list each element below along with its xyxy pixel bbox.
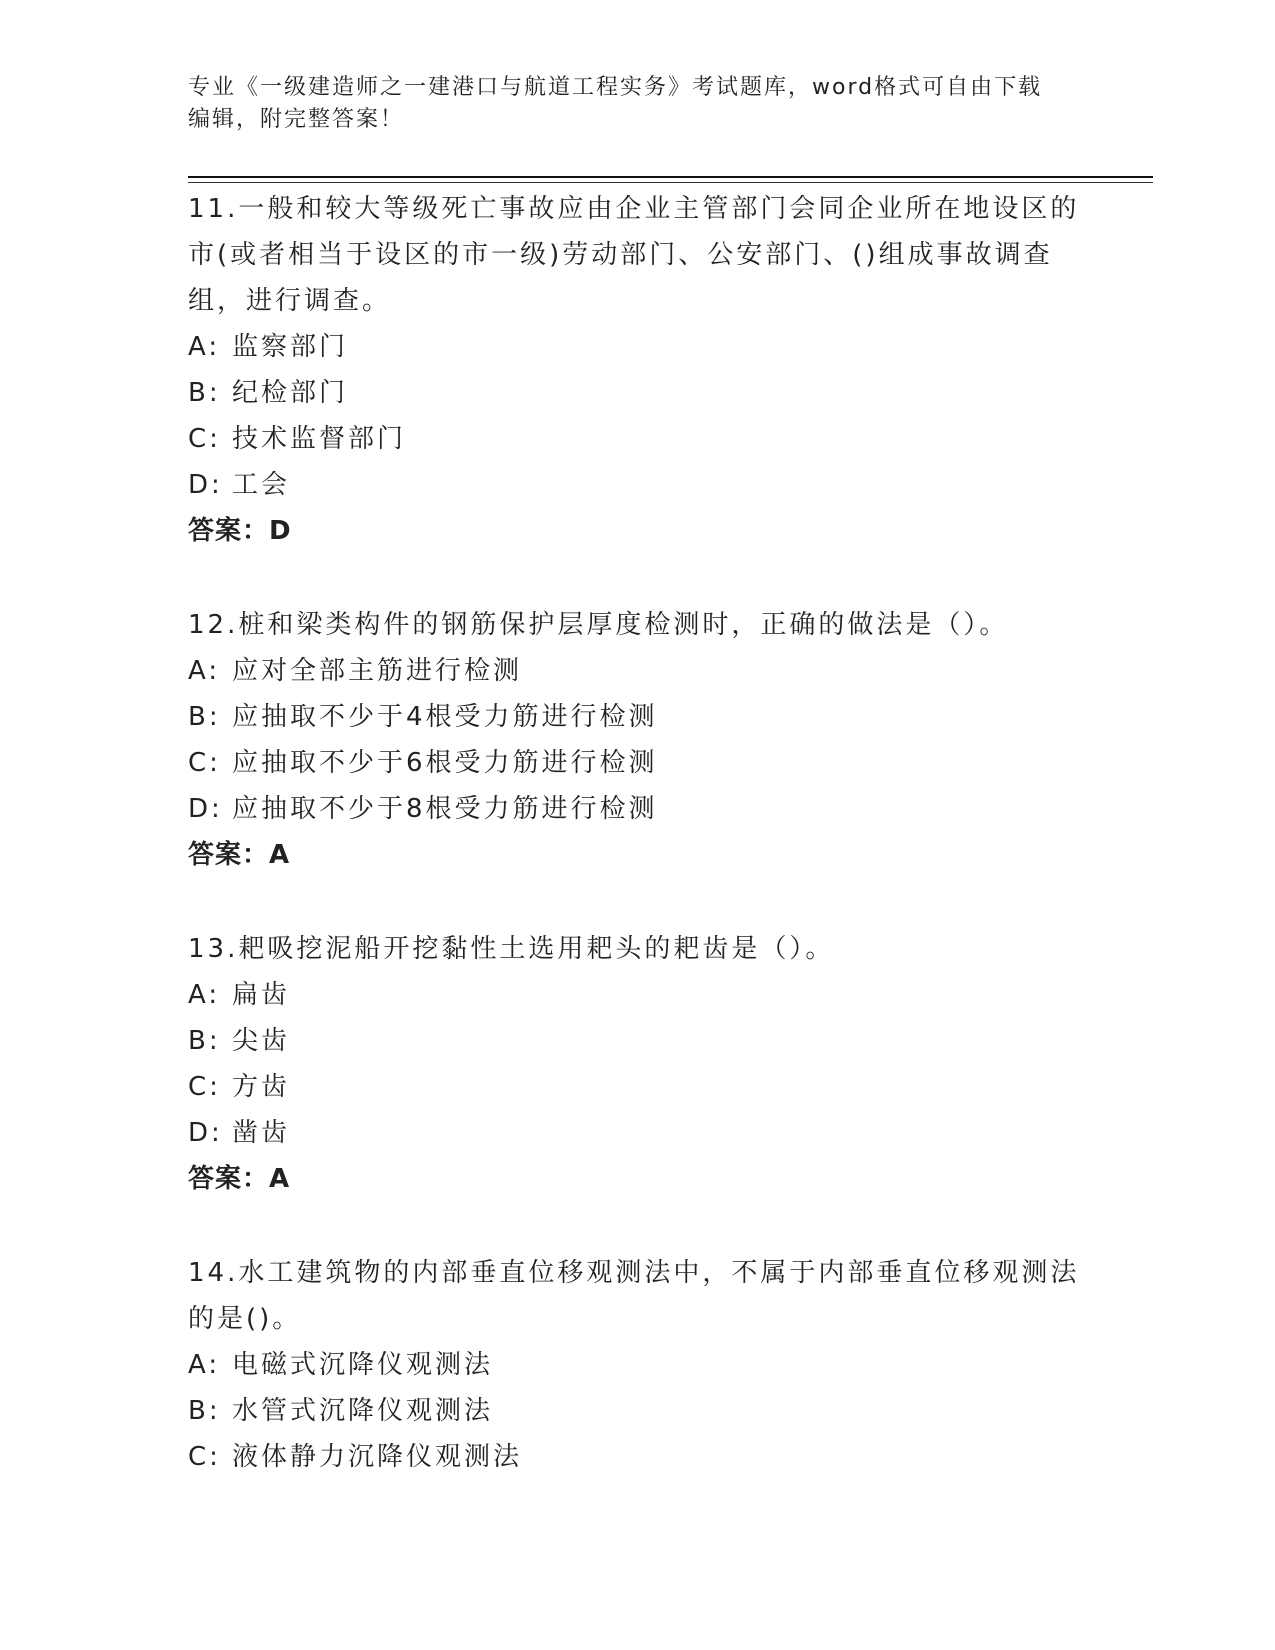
option-b xyxy=(188,1388,1088,1434)
question-stem: 的是()。 xyxy=(188,1304,302,1334)
option-key: C: xyxy=(188,748,221,778)
option-key: C: xyxy=(188,1072,221,1102)
option-a xyxy=(188,648,1088,694)
option-text: 技术监督部门 xyxy=(232,424,407,454)
option-c xyxy=(188,1064,1088,1110)
question-stem: 13.耙吸挖泥船开挖黏性土选用耙头的耙齿是（）。 xyxy=(188,934,835,964)
answer-label: 答案：A xyxy=(188,1164,291,1194)
option-text: 方齿 xyxy=(232,1072,291,1102)
option-d xyxy=(188,462,1088,508)
question-stem: 市(或者相当于设区的市一级)劳动部门、公安部门、()组成事故调查 xyxy=(188,240,1053,270)
header-line-1: 专业《一级建造师之一建港口与航道工程实务》考试题库，word格式可自由下载 xyxy=(188,75,1043,100)
option-key: A: xyxy=(188,656,221,686)
question-14 xyxy=(188,1250,1088,1480)
option-text: 监察部门 xyxy=(232,332,349,362)
option-text: 水管式沉降仪观测法 xyxy=(232,1396,494,1426)
option-key: B: xyxy=(188,1396,221,1426)
option-text: 电磁式沉降仪观测法 xyxy=(232,1350,494,1380)
option-b xyxy=(188,370,1088,416)
document-header xyxy=(188,72,1068,136)
option-key: D: xyxy=(188,1118,223,1148)
option-key: B: xyxy=(188,378,221,408)
option-b xyxy=(188,1018,1088,1064)
option-a xyxy=(188,324,1088,370)
option-text: 应抽取不少于8根受力筋进行检测 xyxy=(232,794,658,824)
option-text: 凿齿 xyxy=(232,1118,291,1148)
option-text: 尖齿 xyxy=(232,1026,291,1056)
question-stem: 12.桩和梁类构件的钢筋保护层厚度检测时，正确的做法是（）。 xyxy=(188,610,1009,640)
option-d xyxy=(188,786,1088,832)
option-key: B: xyxy=(188,1026,221,1056)
question-11 xyxy=(188,186,1088,554)
question-stem: 14.水工建筑物的内部垂直位移观测法中，不属于内部垂直位移观测法 xyxy=(188,1258,1080,1288)
option-c xyxy=(188,740,1088,786)
answer-label: 答案：D xyxy=(188,516,292,546)
option-key: A: xyxy=(188,1350,221,1380)
option-key: D: xyxy=(188,794,223,824)
option-text: 纪检部门 xyxy=(232,378,349,408)
option-text: 应抽取不少于4根受力筋进行检测 xyxy=(232,702,658,732)
question-12 xyxy=(188,602,1088,878)
option-text: 应抽取不少于6根受力筋进行检测 xyxy=(232,748,658,778)
answer-label: 答案：A xyxy=(188,840,291,870)
header-line-2: 编辑，附完整答案！ xyxy=(188,107,405,132)
option-key: D: xyxy=(188,470,223,500)
option-text: 液体静力沉降仪观测法 xyxy=(232,1442,523,1472)
option-key: C: xyxy=(188,1442,221,1472)
header-divider-thin xyxy=(188,182,1153,183)
option-a xyxy=(188,1342,1088,1388)
option-key: C: xyxy=(188,424,221,454)
question-list xyxy=(188,186,1088,1528)
option-key: B: xyxy=(188,702,221,732)
option-b xyxy=(188,694,1088,740)
option-d xyxy=(188,1110,1088,1156)
option-key: A: xyxy=(188,332,221,362)
question-stem: 11.一般和较大等级死亡事故应由企业主管部门会同企业所在地设区的 xyxy=(188,194,1080,224)
option-text: 工会 xyxy=(232,470,291,500)
header-divider-thick xyxy=(188,176,1153,178)
option-text: 应对全部主筋进行检测 xyxy=(232,656,523,686)
option-text: 扁齿 xyxy=(232,980,291,1010)
option-c xyxy=(188,1434,1088,1480)
option-c xyxy=(188,416,1088,462)
question-13 xyxy=(188,926,1088,1202)
option-key: A: xyxy=(188,980,221,1010)
question-stem: 组，进行调查。 xyxy=(188,286,392,316)
option-a xyxy=(188,972,1088,1018)
